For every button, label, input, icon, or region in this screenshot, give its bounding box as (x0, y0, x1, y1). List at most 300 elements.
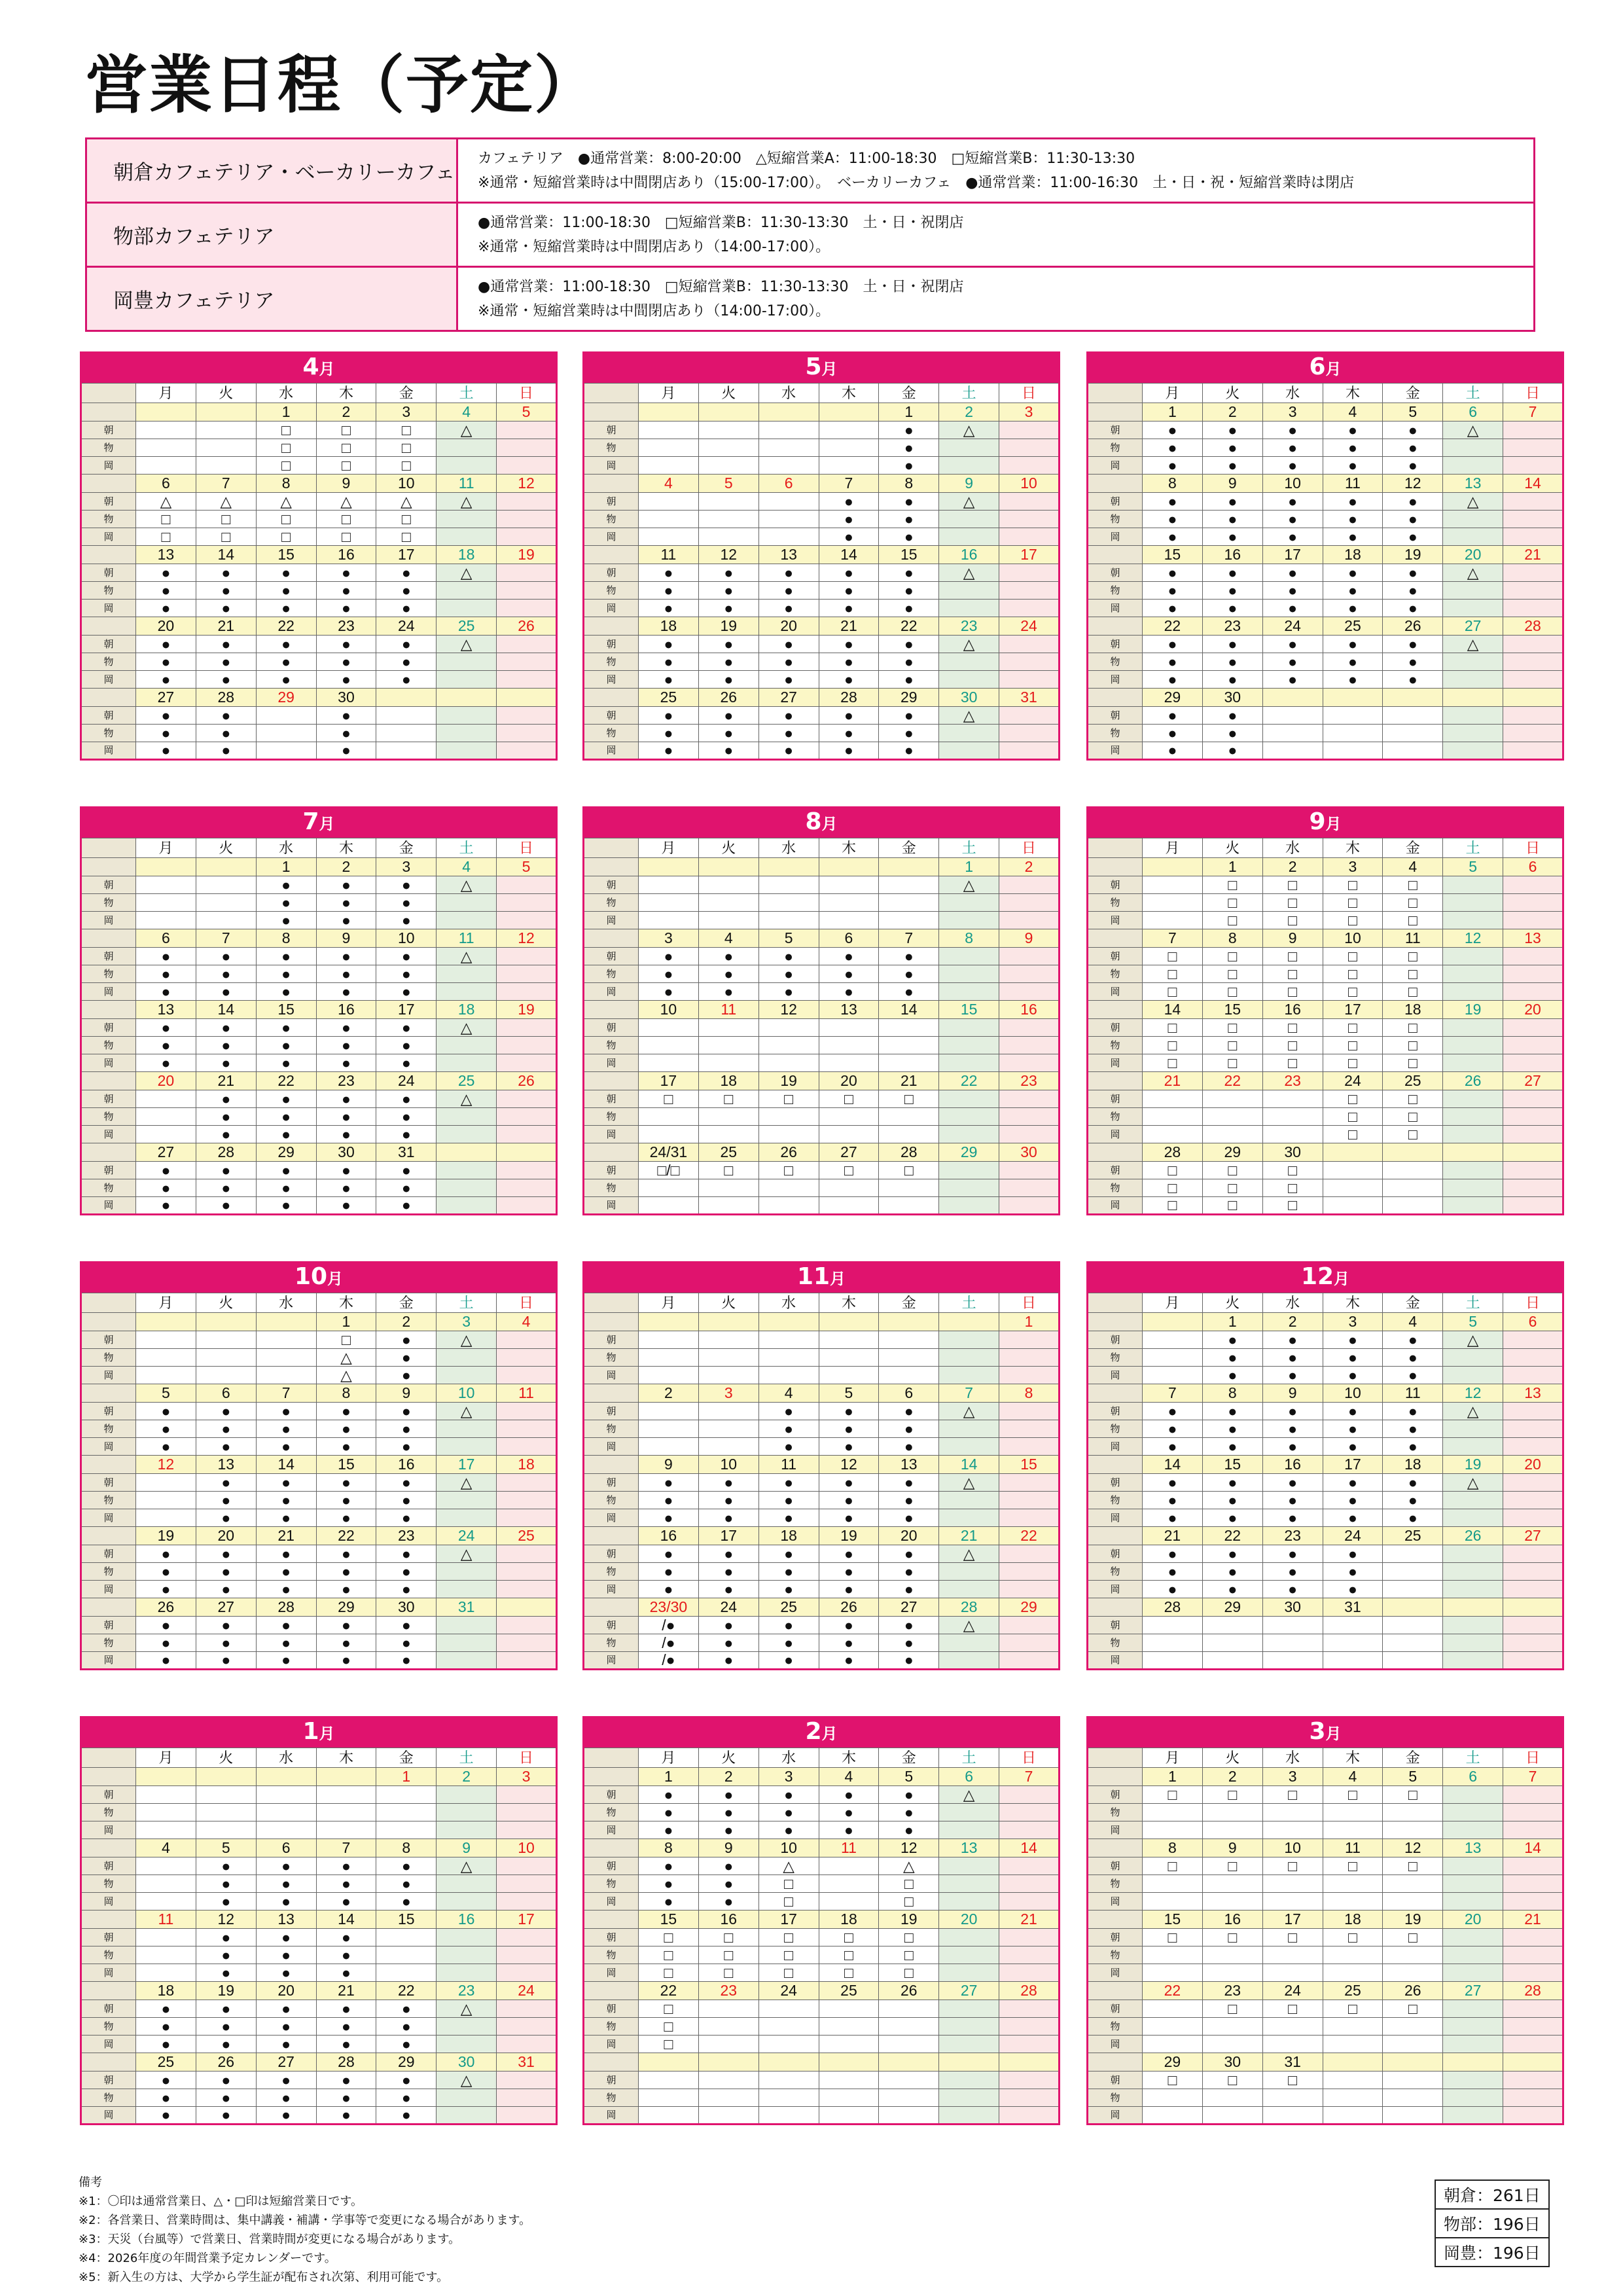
date-cell: 7 (819, 475, 879, 493)
status-cell (196, 1331, 256, 1349)
date-label-cell (584, 403, 639, 422)
status-cell (136, 439, 196, 457)
date-cell: 5 (879, 1768, 939, 1786)
status-cell (497, 564, 557, 582)
date-cell: 17 (1323, 1001, 1383, 1019)
status-cell: □ (639, 2000, 699, 2018)
status-cell (999, 528, 1060, 546)
status-cell: △ (1443, 422, 1503, 439)
status-row (584, 1474, 1060, 1492)
status-cell (136, 1090, 196, 1108)
date-cell: 23 (1262, 1527, 1323, 1545)
status-cell (497, 742, 557, 760)
date-cell: 10 (999, 475, 1060, 493)
date-row (584, 1456, 1060, 1474)
status-cell: ● (256, 1474, 316, 1492)
date-cell: 8 (1202, 929, 1262, 948)
weekday-金: 金 (879, 1748, 939, 1768)
status-cell (497, 1108, 557, 1126)
status-cell: △ (437, 422, 497, 439)
status-cell (497, 528, 557, 546)
status-cell: □ (639, 1946, 699, 1964)
total-monobe: 物部：196日 (1435, 2209, 1549, 2238)
status-cell (497, 725, 557, 742)
status-row (584, 2107, 1060, 2125)
date-cell: 25 (1323, 617, 1383, 636)
date-cell: 26 (819, 1598, 879, 1617)
date-cell: 27 (1443, 617, 1503, 636)
row-label: 物 (81, 1563, 136, 1581)
status-cell (136, 1108, 196, 1126)
date-cell: 9 (999, 929, 1060, 948)
month-7 (80, 806, 558, 1215)
status-cell: ● (1262, 1581, 1323, 1598)
row-label: 岡 (584, 1197, 639, 1215)
month-suffix: 月 (830, 1270, 846, 1288)
status-cell (939, 457, 999, 475)
status-cell (1503, 1438, 1563, 1456)
status-cell: ● (316, 912, 376, 929)
status-cell: ● (1262, 1509, 1323, 1527)
date-cell: 29 (1202, 1143, 1262, 1162)
status-row (1088, 1893, 1563, 1910)
status-cell (819, 876, 879, 894)
status-cell (497, 1804, 557, 1821)
date-cell (256, 1313, 316, 1331)
row-label: 岡 (584, 1893, 639, 1910)
row-label: 岡 (1088, 983, 1143, 1001)
date-cell (136, 858, 196, 876)
date-label-cell (584, 2053, 639, 2072)
status-cell (437, 894, 497, 912)
status-cell (136, 876, 196, 894)
weekday-木: 木 (316, 1748, 376, 1768)
date-cell: 19 (1443, 1456, 1503, 1474)
date-cell: 19 (136, 1527, 196, 1545)
status-cell: ● (316, 1492, 376, 1509)
status-cell (819, 2107, 879, 2125)
status-cell (758, 912, 819, 929)
status-cell: △ (437, 948, 497, 965)
date-cell: 31 (497, 2053, 557, 2072)
status-cell (497, 653, 557, 671)
status-cell: ● (136, 2089, 196, 2107)
status-cell: ● (1143, 707, 1203, 725)
status-row (81, 1946, 557, 1964)
row-label: 朝 (81, 1331, 136, 1349)
status-cell (939, 671, 999, 689)
row-label: 朝 (1088, 2000, 1143, 2018)
status-cell: ● (1383, 457, 1443, 475)
status-cell: □ (316, 1331, 376, 1349)
weekday-row (81, 838, 557, 858)
row-label: 朝 (1088, 1617, 1143, 1634)
status-cell: ● (256, 2018, 316, 2036)
date-cell: 14 (1143, 1456, 1203, 1474)
status-cell: ● (819, 1438, 879, 1456)
date-cell: 2 (1202, 403, 1262, 422)
date-cell: 24 (1323, 1527, 1383, 1545)
status-cell (1503, 1474, 1563, 1492)
date-cell: 22 (879, 617, 939, 636)
status-cell: ● (136, 564, 196, 582)
row-label: 物 (584, 1492, 639, 1509)
row-label: 岡 (1088, 1438, 1143, 1456)
status-cell (639, 1108, 699, 1126)
date-row (584, 1910, 1060, 1929)
month-suffix: 月 (1325, 815, 1342, 833)
date-cell: 1 (376, 1768, 437, 1786)
row-label: 岡 (81, 671, 136, 689)
date-cell (196, 403, 256, 422)
date-cell: 9 (316, 929, 376, 948)
status-cell: ● (698, 1563, 758, 1581)
status-cell (1323, 1197, 1383, 1215)
date-cell: 12 (819, 1456, 879, 1474)
month-number: 6 (1309, 353, 1326, 380)
status-cell: /● (639, 1634, 699, 1652)
status-cell (1323, 707, 1383, 725)
date-cell: 11 (437, 929, 497, 948)
status-cell (819, 1108, 879, 1126)
status-cell (1443, 1019, 1503, 1037)
row-label: 岡 (584, 2036, 639, 2053)
row-label: 朝 (81, 948, 136, 965)
status-cell: □ (1143, 2072, 1203, 2089)
date-cell: 8 (256, 475, 316, 493)
status-cell: □ (1383, 2000, 1443, 2018)
status-cell: ● (316, 1197, 376, 1215)
status-cell: ● (819, 707, 879, 725)
row-label: 岡 (1088, 2107, 1143, 2125)
status-cell: ● (136, 1162, 196, 1179)
status-cell: ● (879, 600, 939, 617)
status-cell: □ (1323, 1126, 1383, 1143)
status-cell (1143, 1634, 1203, 1652)
status-cell (698, 2018, 758, 2036)
date-cell: 25 (437, 617, 497, 636)
status-cell (879, 2072, 939, 2089)
row-label: 朝 (81, 1857, 136, 1875)
status-cell: ● (819, 1420, 879, 1438)
date-cell (1383, 1598, 1443, 1617)
status-row (81, 582, 557, 600)
status-cell (879, 2018, 939, 2036)
date-label-cell (584, 475, 639, 493)
date-cell (758, 858, 819, 876)
status-cell (437, 1179, 497, 1197)
date-cell: 2 (639, 1384, 699, 1403)
status-cell: ● (1202, 707, 1262, 725)
status-cell (437, 725, 497, 742)
status-cell: ● (196, 1964, 256, 1982)
status-cell (1503, 1804, 1563, 1821)
status-row (1088, 1492, 1563, 1509)
status-cell: ● (758, 1617, 819, 1634)
date-row (1088, 1910, 1563, 1929)
row-label: 朝 (584, 1331, 639, 1349)
status-cell (698, 2036, 758, 2053)
status-row (1088, 1634, 1563, 1652)
status-cell (136, 912, 196, 929)
status-cell (1443, 1349, 1503, 1367)
status-cell: △ (939, 876, 999, 894)
status-cell: ● (316, 564, 376, 582)
date-cell: 17 (376, 1001, 437, 1019)
date-cell: 12 (1443, 929, 1503, 948)
status-cell: ● (196, 1197, 256, 1215)
date-row (584, 929, 1060, 948)
weekday-土: 土 (437, 1748, 497, 1768)
status-cell: △ (256, 493, 316, 511)
date-cell: 19 (698, 617, 758, 636)
status-cell: ● (196, 636, 256, 653)
corner-cell (584, 384, 639, 403)
status-cell (939, 1581, 999, 1598)
status-cell: ● (698, 1474, 758, 1492)
status-cell: ● (1143, 1474, 1203, 1492)
date-cell: 18 (1383, 1456, 1443, 1474)
status-row (584, 1349, 1060, 1367)
status-cell: □ (1383, 1786, 1443, 1804)
status-cell (999, 1634, 1060, 1652)
date-row (1088, 1072, 1563, 1090)
status-cell: □ (1323, 1786, 1383, 1804)
status-cell: ● (1262, 493, 1323, 511)
status-cell (999, 1821, 1060, 1839)
row-label: 物 (1088, 965, 1143, 983)
status-cell (939, 1054, 999, 1072)
row-label: 岡 (1088, 1054, 1143, 1072)
date-cell: 15 (1143, 546, 1203, 564)
status-row (1088, 1804, 1563, 1821)
date-cell: 19 (1383, 546, 1443, 564)
date-row (584, 1072, 1060, 1090)
status-cell: ● (316, 1019, 376, 1037)
weekday-月: 月 (1143, 1293, 1203, 1313)
weekday-火: 火 (698, 1293, 758, 1313)
status-cell (999, 707, 1060, 725)
status-cell: ● (316, 1420, 376, 1438)
date-cell: 28 (999, 1982, 1060, 2000)
status-cell: □ (758, 1929, 819, 1946)
date-cell: 17 (1262, 546, 1323, 564)
date-row (584, 1384, 1060, 1403)
status-cell: ● (879, 725, 939, 742)
status-cell (1262, 707, 1323, 725)
status-cell: □ (1202, 1037, 1262, 1054)
status-cell: ● (879, 582, 939, 600)
date-label-cell (1088, 403, 1143, 422)
status-row (1088, 636, 1563, 653)
status-cell (437, 1108, 497, 1126)
date-cell: 20 (758, 617, 819, 636)
status-row (1088, 511, 1563, 528)
date-cell: 28 (1143, 1143, 1203, 1162)
status-cell (437, 511, 497, 528)
status-cell (879, 1108, 939, 1126)
status-cell: ● (196, 2036, 256, 2053)
status-cell (999, 1946, 1060, 1964)
status-cell (497, 2107, 557, 2125)
status-cell (999, 582, 1060, 600)
status-row (81, 1821, 557, 1839)
status-cell: ● (196, 2107, 256, 2125)
status-cell: ● (376, 1090, 437, 1108)
month-4 (80, 351, 558, 761)
date-cell: 7 (256, 1384, 316, 1403)
date-cell: 13 (136, 1001, 196, 1019)
row-label: 岡 (81, 1893, 136, 1910)
status-cell (639, 439, 699, 457)
status-row (584, 2036, 1060, 2053)
status-cell: ● (1262, 1474, 1323, 1492)
status-cell (819, 1875, 879, 1893)
status-cell (1383, 1634, 1443, 1652)
date-cell: 3 (1262, 403, 1323, 422)
date-label-cell (1088, 1143, 1143, 1162)
status-cell: ● (879, 1581, 939, 1598)
weekday-木: 木 (316, 838, 376, 858)
status-cell (1503, 1126, 1563, 1143)
status-cell (1443, 965, 1503, 983)
date-cell: 18 (819, 1910, 879, 1929)
corner-cell (584, 1748, 639, 1768)
date-cell: 15 (999, 1456, 1060, 1474)
status-cell (819, 1331, 879, 1349)
status-cell: ● (196, 1090, 256, 1108)
status-cell: □ (639, 2018, 699, 2036)
status-row (1088, 1652, 1563, 1670)
date-cell (497, 1598, 557, 1617)
status-row (81, 1331, 557, 1349)
status-row (81, 1179, 557, 1197)
row-label: 朝 (584, 564, 639, 582)
status-row (81, 1054, 557, 1072)
status-cell (437, 1893, 497, 1910)
status-cell: /● (639, 1617, 699, 1634)
status-cell: ● (1202, 439, 1262, 457)
status-cell: ● (196, 1019, 256, 1037)
status-cell: □ (1143, 1929, 1203, 1946)
date-cell: 29 (256, 689, 316, 707)
status-cell (136, 457, 196, 475)
status-cell (819, 422, 879, 439)
status-cell: ● (1143, 1492, 1203, 1509)
date-cell: 4 (758, 1384, 819, 1403)
status-cell (758, 422, 819, 439)
status-cell (1262, 1875, 1323, 1893)
status-cell: ● (698, 1492, 758, 1509)
date-cell: 2 (316, 403, 376, 422)
status-cell (758, 1179, 819, 1197)
status-cell (698, 1438, 758, 1456)
status-row (1088, 1126, 1563, 1143)
status-cell: ● (698, 1804, 758, 1821)
status-cell (1143, 2000, 1203, 2018)
status-cell (999, 1545, 1060, 1563)
date-cell (819, 403, 879, 422)
weekday-金: 金 (376, 384, 437, 403)
weekday-木: 木 (316, 1293, 376, 1313)
date-cell: 5 (758, 929, 819, 948)
status-row (1088, 1162, 1563, 1179)
status-cell: □ (879, 1875, 939, 1893)
status-cell (256, 1367, 316, 1384)
status-cell (999, 1857, 1060, 1875)
status-cell (1383, 1964, 1443, 1982)
date-row (1088, 475, 1563, 493)
date-cell: 8 (316, 1384, 376, 1403)
date-cell: 7 (1143, 1384, 1203, 1403)
status-cell: ● (196, 2072, 256, 2089)
weekday-土: 土 (939, 384, 999, 403)
status-cell (698, 1054, 758, 1072)
status-cell (999, 2107, 1060, 2125)
status-cell (1143, 2089, 1203, 2107)
row-label: 岡 (81, 1821, 136, 1839)
status-cell: □ (1323, 1090, 1383, 1108)
row-label: 物 (81, 1804, 136, 1821)
status-cell: ● (376, 1474, 437, 1492)
date-cell: 22 (999, 1527, 1060, 1545)
status-cell (1443, 894, 1503, 912)
status-cell (1383, 1581, 1443, 1598)
status-cell: △ (316, 493, 376, 511)
date-cell: 27 (136, 689, 196, 707)
date-cell: 18 (698, 1072, 758, 1090)
weekday-土: 土 (1443, 384, 1503, 403)
status-cell: ● (819, 725, 879, 742)
status-cell: ● (256, 1420, 316, 1438)
status-cell: ● (376, 1438, 437, 1456)
status-cell (196, 1821, 256, 1839)
status-cell (1503, 2036, 1563, 2053)
status-cell (1323, 2036, 1383, 2053)
status-cell: ● (376, 912, 437, 929)
status-row (81, 2089, 557, 2107)
date-cell: 16 (1262, 1001, 1323, 1019)
date-cell: 4 (1383, 1313, 1443, 1331)
date-row (81, 546, 557, 564)
date-cell: 7 (1503, 1768, 1563, 1786)
status-cell (1503, 653, 1563, 671)
row-label: 朝 (584, 707, 639, 725)
row-label: 岡 (81, 457, 136, 475)
status-cell (939, 2072, 999, 2089)
row-label: 岡 (584, 742, 639, 760)
date-cell: 28 (1503, 617, 1563, 636)
date-cell (1503, 1143, 1563, 1162)
status-cell (497, 1197, 557, 1215)
date-cell: 9 (639, 1456, 699, 1474)
status-cell (497, 2000, 557, 2018)
row-label: 岡 (81, 1652, 136, 1670)
status-cell: ● (698, 1509, 758, 1527)
status-cell (1202, 2036, 1262, 2053)
weekday-火: 火 (698, 384, 758, 403)
status-row (81, 894, 557, 912)
date-cell: 3 (999, 403, 1060, 422)
month-header (1086, 806, 1564, 838)
date-cell: 24 (376, 617, 437, 636)
status-cell: □ (1262, 1929, 1323, 1946)
status-cell (1383, 1545, 1443, 1563)
status-cell: ● (758, 742, 819, 760)
row-label: 物 (584, 1420, 639, 1438)
status-cell (497, 1179, 557, 1197)
status-row (1088, 1617, 1563, 1634)
